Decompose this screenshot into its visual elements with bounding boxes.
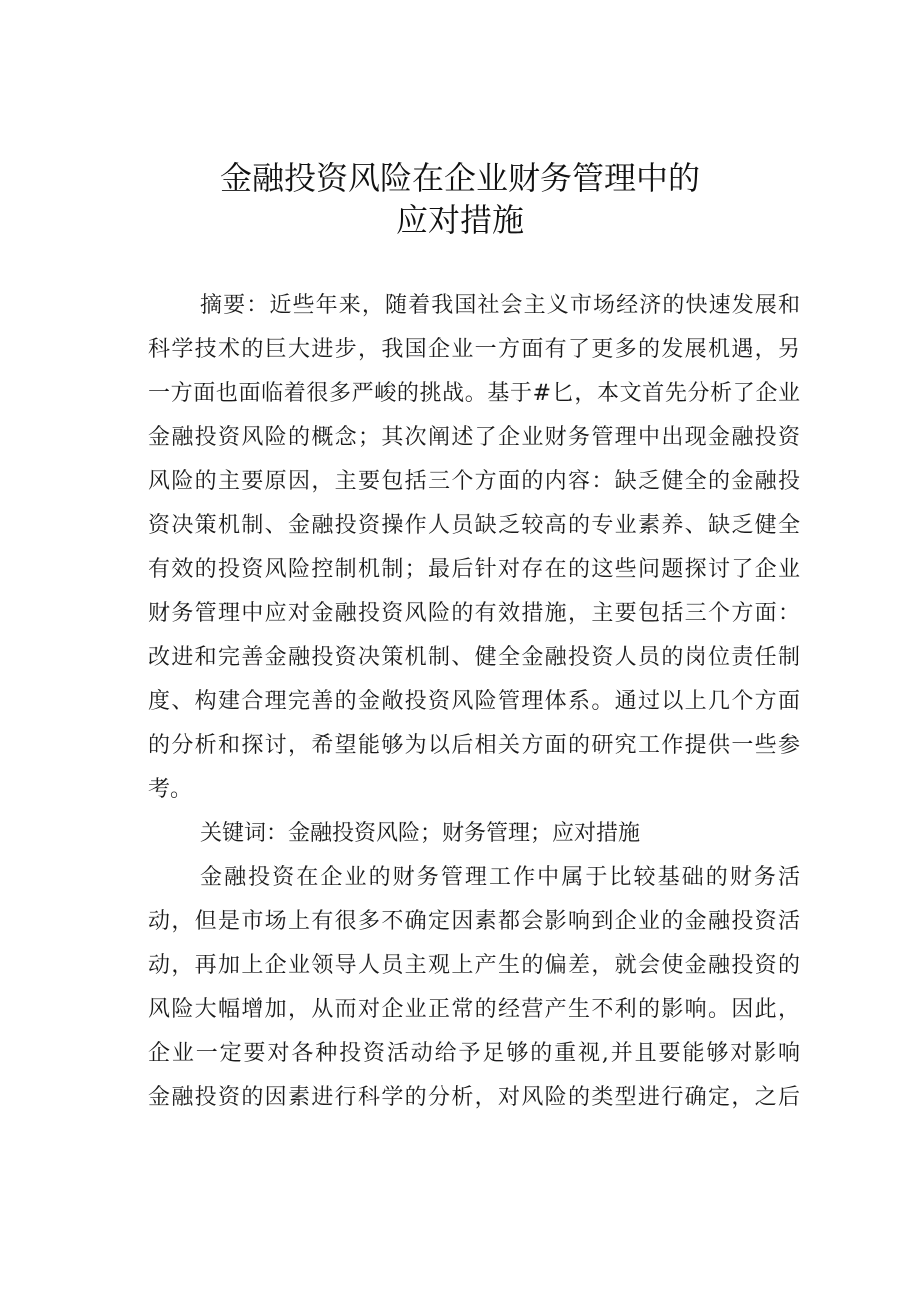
abstract-line: 考。 bbox=[148, 777, 193, 802]
abstract-line: 一方面也面临着很多严峻的挑战。基于#匕，本文首先分析了企业 bbox=[148, 381, 800, 406]
abstract-line: 风险的主要原因，主要包括三个方面的内容：缺乏健全的金融投 bbox=[148, 469, 800, 494]
document-title-line-2: 应对措施 bbox=[395, 201, 524, 239]
body-line: 金融投资在企业的财务管理工作中属于比较基础的财务活 bbox=[200, 865, 800, 890]
keywords-line: 关键词：金融投资风险；财务管理；应对措施 bbox=[200, 821, 641, 846]
body-line: 动，再加上企业领导人员主观上产生的偏差，就会使金融投资的 bbox=[148, 953, 800, 978]
abstract-line: 金融投资风险的概念；其次阐述了企业财务管理中出现金融投资 bbox=[148, 425, 800, 450]
abstract-line: 度、构建合理完善的金敞投资风险管理体系。通过以上几个方面 bbox=[148, 689, 800, 714]
abstract-line: 财务管理中应对金融投资风险的有效措施，主要包括三个方面： bbox=[148, 601, 800, 626]
abstract-line: 资决策机制、金融投资操作人员缺乏较高的专业素养、缺乏健全 bbox=[148, 513, 800, 538]
body-line: 风险大幅增加，从而对企业正常的经营产生不利的影响。因此， bbox=[148, 997, 800, 1022]
document-title-line-1: 金融投资风险在企业财务管理中的 bbox=[219, 159, 700, 197]
abstract-line: 改进和完善金融投资决策机制、健全金融投资人员的岗位责任制 bbox=[148, 645, 800, 670]
body-line: 金融投资的因素进行科学的分析，对风险的类型进行确定，之后 bbox=[148, 1085, 800, 1110]
body-line: 动，但是市场上有很多不确定因素都会影响到企业的金融投资活 bbox=[148, 909, 800, 934]
abstract-line: 科学技术的巨大进步，我国企业一方面有了更多的发展机遇，另 bbox=[148, 337, 800, 362]
abstract-line: 有效的投资风险控制机制；最后针对存在的这些问题探讨了企业 bbox=[148, 557, 800, 582]
abstract-line: 摘要：近些年来，随着我国社会主义市场经济的快速发展和 bbox=[200, 293, 800, 318]
body-line: 企业一定要对各种投资活动给予足够的重视,并且要能够对影响 bbox=[148, 1041, 800, 1066]
abstract-line: 的分析和探讨，希望能够为以后相关方面的研究工作提供一些参 bbox=[148, 733, 800, 758]
